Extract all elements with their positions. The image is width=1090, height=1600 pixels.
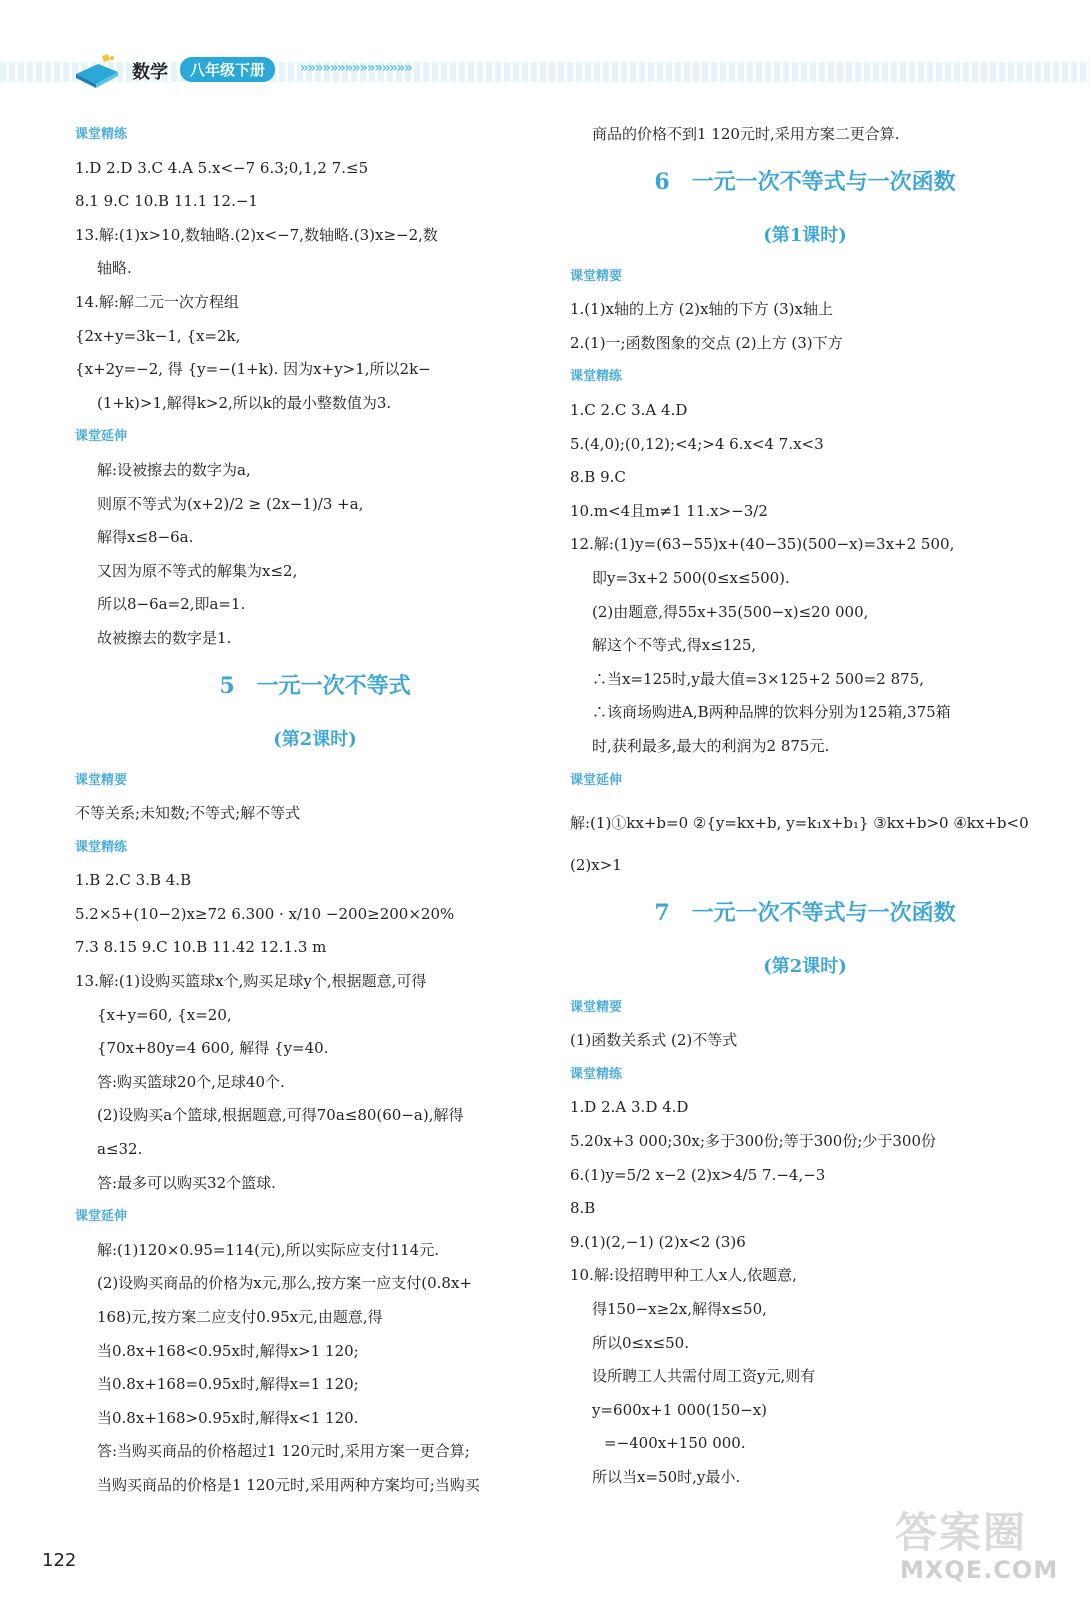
answer-line: 13.解:(1)x>10,数轴略.(2)x<−7,数轴略.(3)x≥−2,数: [75, 225, 438, 244]
answer-line: 14.解:解二元一次方程组: [75, 292, 239, 311]
watermark-logo: [895, 1500, 1070, 1592]
answer-line: =−400x+150 000.: [604, 1434, 746, 1453]
answer-line: 当0.8x+168<0.95x时,解得x>1 120;: [97, 1341, 359, 1360]
answer-line: 9.(1)(2,−1) (2)x<2 (3)6: [570, 1232, 746, 1251]
answer-line: 5.20x+3 000;30x;多于300份;等于300份;少于300份: [570, 1132, 937, 1151]
section-label: 课堂精要: [75, 772, 128, 788]
section-label: 课堂精练: [75, 839, 128, 855]
answer-line: y=600x+1 000(150−x): [592, 1400, 768, 1419]
answer-line: 5.(4,0);(0,12);<4;>4 6.x<4 7.x<3: [570, 434, 824, 453]
answer-line: (2)设购买商品的价格为x元,那么,按方案一应支付(0.8x+: [97, 1274, 472, 1293]
answer-line: 当购买商品的价格是1 120元时,采用两种方案均可;当购买: [97, 1475, 480, 1494]
answer-line: 所以当x=50时,y最小.: [592, 1468, 741, 1486]
lesson-title: (第1课时): [763, 224, 847, 246]
answer-line: 轴略.: [97, 259, 132, 278]
answer-line: 2.(1)一;函数图象的交点 (2)上方 (3)下方: [570, 333, 843, 352]
answer-line: 1.D 2.D 3.C 4.A 5.x<−7 6.3;0,1,2 7.≤5: [75, 158, 369, 177]
header-subject: 数学: [132, 62, 168, 83]
answer-line: 则原不等式为(x+2)/2 ≥ (2x−1)/3 +a,: [97, 494, 364, 513]
answer-line: 168)元,按方案二应支付0.95x元,由题意,得: [97, 1308, 383, 1326]
answer-line: 所以8−6a=2,即a=1.: [97, 595, 246, 614]
answer-line: 解:设被擦去的数字为a,: [97, 460, 251, 479]
answer-line: 1.B 2.C 3.B 4.B: [75, 871, 192, 890]
answer-line: 1.(1)x轴的上方 (2)x轴的下方 (3)x轴上: [570, 300, 833, 319]
watermark-text: 答案圈: [895, 1508, 1028, 1557]
answer-line: 得150−x≥2x,解得x≤50,: [592, 1300, 767, 1319]
answer-line: (1+k)>1,解得k>2,所以k的最小整数值为3.: [97, 393, 392, 412]
section-label: 课堂精练: [570, 369, 623, 385]
section-label: 课堂延伸: [75, 1209, 128, 1225]
answer-line: 即y=3x+2 500(0≤x≤500).: [592, 568, 790, 587]
answer-line: 8.1 9.C 10.B 11.1 12.−1: [75, 192, 258, 211]
chapter-title: 5 一元一次不等式: [219, 672, 411, 699]
answer-line: 故被擦去的数字是1.: [97, 628, 232, 647]
answer-line: {x+y=60, {x=20,: [97, 1005, 232, 1024]
answer-line: {x+2y=−2, 得 {y=−(1+k). 因为x+y>1,所以2k−: [75, 360, 431, 379]
answer-line: 答:当购买商品的价格超过1 120元时,采用方案一更合算;: [97, 1442, 470, 1461]
answer-line: 7.3 8.15 9.C 10.B 11.42 12.1.3 m: [75, 938, 327, 957]
answer-line: 解得x≤8−6a.: [97, 528, 194, 547]
answer-line: {70x+80y=4 600, 解得 {y=40.: [97, 1039, 329, 1058]
answer-line: {2x+y=3k−1, {x=2k,: [75, 326, 241, 345]
answer-line: (2)x>1: [570, 856, 622, 875]
chapter-title: 7 一元一次不等式与一次函数: [654, 899, 956, 926]
answer-line: 当0.8x+168>0.95x时,解得x<1 120.: [97, 1408, 359, 1427]
answer-line: ∴该商场购进A,B两种品牌的饮料分别为125箱,375箱: [592, 703, 951, 722]
answer-line: 所以0≤x≤50.: [592, 1333, 689, 1352]
answer-line: 设所聘工人共需付周工资y元,则有: [592, 1367, 816, 1386]
answer-line: 答:最多可以购买32个篮球.: [97, 1173, 276, 1192]
chapter-title: 6 一元一次不等式与一次函数: [654, 168, 956, 195]
answer-line: 10.解:设招聘甲种工人x人,依题意,: [570, 1266, 797, 1285]
answer-line: (2)设购买a个篮球,根据题意,可得70a≤80(60−a),解得: [97, 1106, 464, 1125]
page-header: [0, 40, 1090, 100]
answer-line: 1.C 2.C 3.A 4.D: [570, 400, 688, 419]
answer-line: 8.B: [570, 1199, 596, 1218]
section-label: 课堂精练: [75, 127, 128, 142]
answer-line: 8.B 9.C: [570, 468, 626, 487]
page-number: 122: [42, 1550, 77, 1571]
answer-line: 6.(1)y=5/2 x−2 (2)x>4/5 7.−4,−3: [570, 1165, 826, 1184]
answer-line: 不等关系;未知数;不等式;解不等式: [75, 804, 301, 823]
section-label: 课堂延伸: [570, 772, 623, 788]
section-label: 课堂精要: [570, 268, 623, 284]
section-label: 课堂延伸: [75, 429, 128, 445]
answer-line: (1)函数关系式 (2)不等式: [570, 1031, 738, 1050]
header-arrows: »»»»»»»»»»»»»»»: [300, 60, 412, 76]
answer-line: 当0.8x+168=0.95x时,解得x=1 120;: [97, 1375, 359, 1394]
answer-line: a≤32.: [97, 1140, 143, 1159]
right-column: [570, 118, 1040, 1495]
section-label: 课堂精要: [570, 999, 623, 1015]
lesson-title: (第2课时): [763, 955, 847, 977]
answer-line: 5.2×5+(10−2)x≥72 6.300 · x/10 −200≥200×20%: [75, 904, 455, 923]
answer-line: ∴当x=125时,y最大值=3×125+2 500=2 875,: [592, 669, 925, 688]
header-grade-badge: 八年级下册: [180, 57, 275, 82]
answer-line: 13.解:(1)设购买篮球x个,购买足球y个,根据题意,可得: [75, 972, 427, 991]
answer-line: 解:(1)120×0.95=114(元),所以实际应支付114元.: [97, 1240, 439, 1259]
watermark-url: MXQE.COM: [900, 1556, 1059, 1584]
book-pen-icon: [72, 52, 122, 90]
answer-line: 时,获利最多,最大的利润为2 875元.: [592, 736, 830, 755]
left-column: [75, 118, 555, 1503]
answer-line: 1.D 2.A 3.D 4.D: [570, 1098, 689, 1117]
answer-line: 10.m<4且m≠1 11.x>−3/2: [570, 501, 768, 520]
section-label: 课堂精练: [570, 1066, 623, 1082]
answer-line: 12.解:(1)y=(63−55)x+(40−35)(500−x)=3x+2 500,: [570, 535, 955, 554]
answer-line: 解这个不等式,得x≤125,: [592, 636, 757, 655]
answer-line: 又因为原不等式的解集为x≤2,: [97, 561, 298, 580]
answer-line: 解:(1)①kx+b=0 ②{y=kx+b, y=k₁x+b₁} ③kx+b>0 ④kx+b<0: [570, 814, 1029, 833]
answer-line: 商品的价格不到1 120元时,采用方案二更合算.: [592, 125, 900, 143]
answer-line: (2)由题意,得55x+35(500−x)≤20 000,: [592, 602, 869, 621]
lesson-title: (第2课时): [273, 728, 357, 750]
answer-line: 答:购买篮球20个,足球40个.: [97, 1072, 285, 1091]
